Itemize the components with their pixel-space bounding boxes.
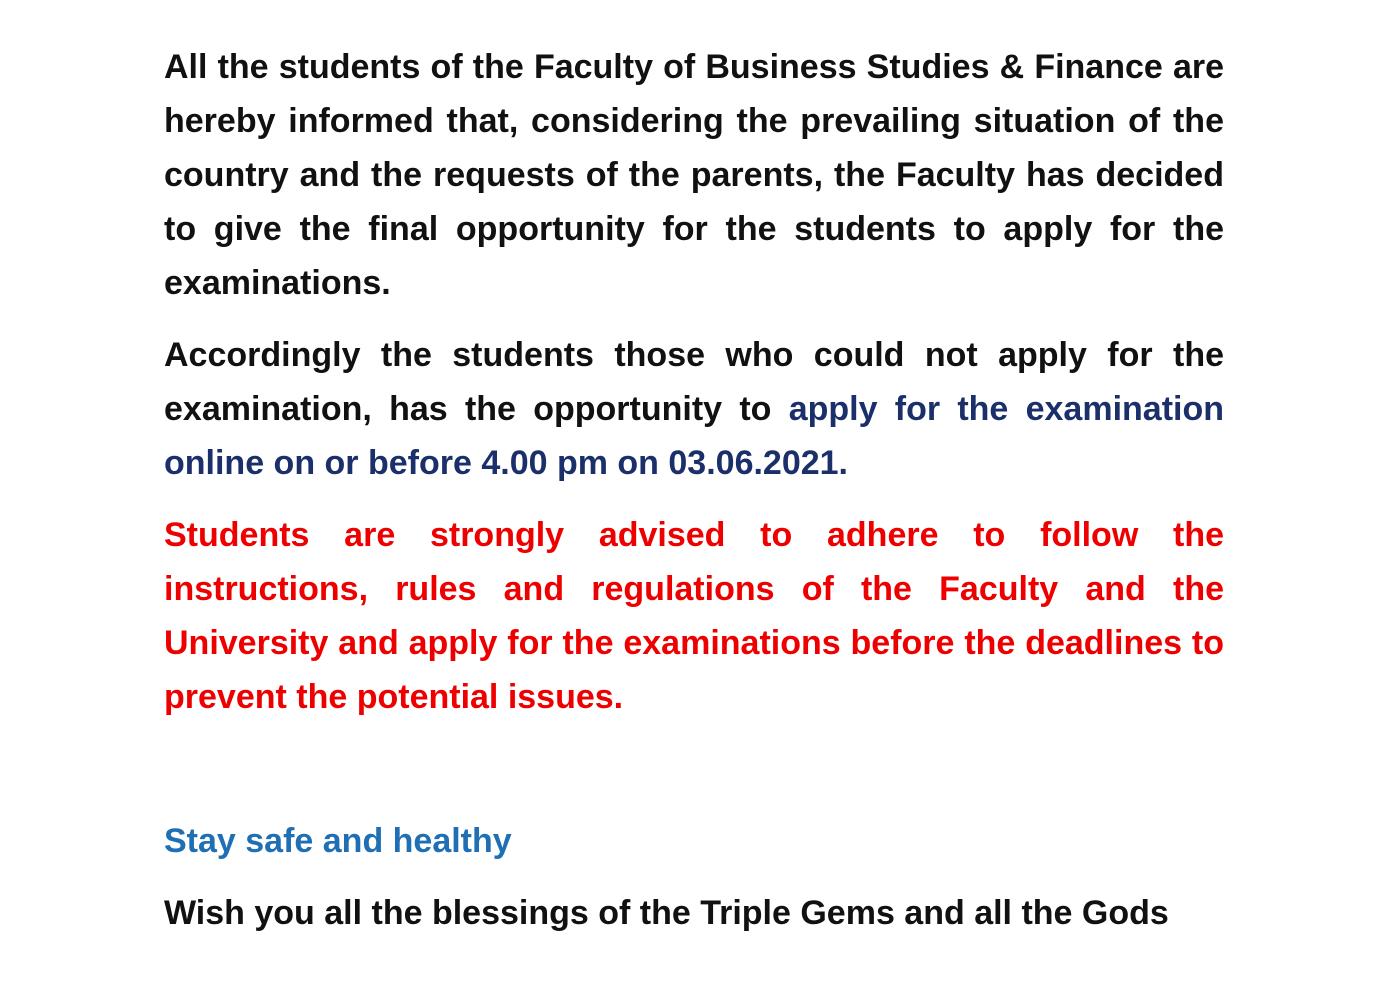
opportunity-lead-text: Accordingly the students those who could not apply for the examination, has the opportunity to xyxy=(164,336,1224,428)
blessing-message: Wish you all the blessings of the Triple Gems and all the Gods xyxy=(164,894,1169,932)
notice-paragraph-opportunity xyxy=(164,328,1224,490)
stay-safe-message: Stay safe and healthy xyxy=(164,822,512,860)
notice-document xyxy=(164,40,1224,940)
notice-paragraph-warning: Students are strongly advised to adhere to follow the instructions, rules and regulations of the Faculty and the University and apply for the examinations before the deadlines to prevent the potential issues. xyxy=(164,516,1224,716)
deadline-highlight-text: apply for the examination online on or before 4.00 pm on 03.06.2021. xyxy=(164,390,1224,482)
notice-paragraph-intro: All the students of the Faculty of Business Studies & Finance are hereby informed that, considering the prevailing situation of the country and the requests of the parents, the Faculty has decided to give the final opportunity for the students to apply for the examinations. xyxy=(164,48,1224,302)
